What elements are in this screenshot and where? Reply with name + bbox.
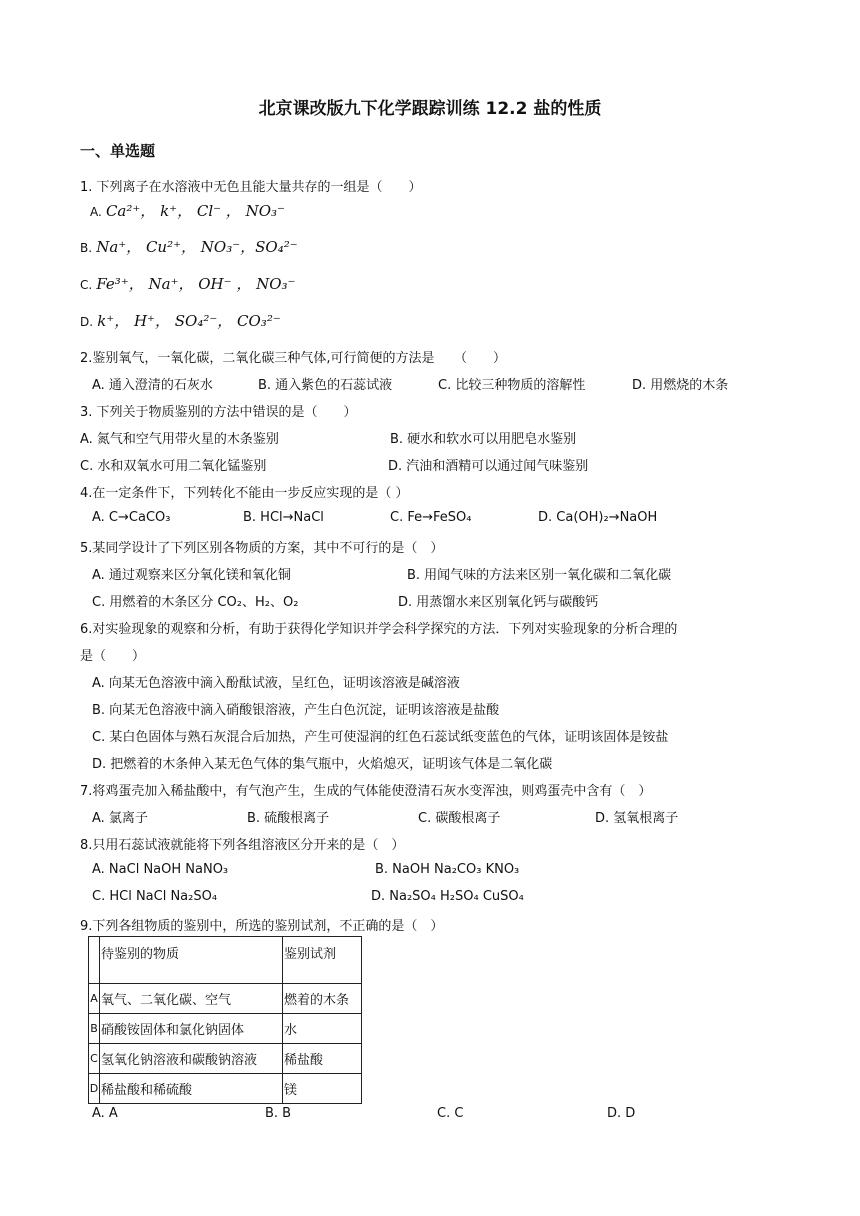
q1-option-b-label: B. <box>80 241 93 255</box>
q4-option-b: B. HCl→NaCl <box>243 510 324 525</box>
document-title: 北京课改版九下化学跟踪训练 12.2 盐的性质 <box>258 99 602 119</box>
q2-option-d: D. 用燃烧的木条 <box>632 378 729 393</box>
q1-option-a-label: A. <box>90 205 102 219</box>
q9-stem: 9.下列各组物质的鉴别中，所选的鉴别试剂，不正确的是（ ） <box>80 919 444 934</box>
q8-stem: 8.只用石蕊试液就能将下列各组溶液区分开来的是（ ） <box>80 838 405 853</box>
table-row <box>89 984 362 1014</box>
q5-option-b: B. 用闻气味的方法来区别一氧化碳和二氧化碳 <box>407 568 672 583</box>
q6-option-b: B. 向某无色溶液中滴入硝酸银溶液，产生白色沉淀，证明该溶液是盐酸 <box>92 703 500 718</box>
section-heading: 一、单选题 <box>80 142 156 160</box>
q1-option-b <box>80 236 298 257</box>
q7-option-b: B. 硫酸根离子 <box>247 811 330 826</box>
q9-table <box>88 936 362 1104</box>
q3-stem: 3. 下列关于物质鉴别的方法中错误的是（ ） <box>80 405 357 420</box>
q6-stem-line1: 6.对实验现象的观察和分析，有助于获得化学知识并学会科学探究的方法．下列对实验现象的分析合理的 <box>80 622 678 637</box>
q8-option-c: C. HCl NaCl Na₂SO₄ <box>92 889 218 904</box>
q9-row-key: C <box>89 1044 100 1074</box>
q7-stem: 7.将鸡蛋壳加入稀盐酸中，有气泡产生，生成的气体能使澄清石灰水变浑浊，则鸡蛋壳中含有（ ） <box>80 784 652 799</box>
q8-option-a: A. NaCl NaOH NaNO₃ <box>92 862 229 877</box>
q3-option-d: D. 汽油和酒精可以通过闻气味鉴别 <box>388 459 589 474</box>
q1-option-c-ions: Fe³⁺， Na⁺， OH⁻ ， NO₃⁻ <box>96 275 296 293</box>
q8-option-d: D. Na₂SO₄ H₂SO₄ CuSO₄ <box>371 889 524 904</box>
q9-row-substance: 稀盐酸和稀硫酸 <box>100 1074 283 1104</box>
q6-option-d: D. 把燃着的木条伸入某无色气体的集气瓶中，火焰熄灭，证明该气体是二氧化碳 <box>92 757 553 772</box>
table-row <box>89 1014 362 1044</box>
q5-stem: 5.某同学设计了下列区别各物质的方案，其中不可行的是（ ） <box>80 541 444 556</box>
q9-table-header-substance: 待鉴别的物质 <box>100 937 283 984</box>
q1-option-d-ions: k⁺， H⁺， SO₄²⁻， CO₃²⁻ <box>97 312 281 330</box>
q9-row-reagent: 水 <box>283 1014 362 1044</box>
q9-option-d: D. D <box>607 1106 636 1121</box>
q5-option-c: C. 用燃着的木条区分 CO₂、H₂、O₂ <box>92 595 299 610</box>
q4-option-d: D. Ca(OH)₂→NaOH <box>538 510 658 525</box>
q9-row-substance: 氢氧化钠溶液和碳酸钠溶液 <box>100 1044 283 1074</box>
q7-option-c: C. 碳酸根离子 <box>418 811 501 826</box>
table-row <box>89 1044 362 1074</box>
q6-option-c: C. 某白色固体与熟石灰混合后加热，产生可使湿润的红色石蕊试纸变蓝色的气体，证明该固体是铵盐 <box>92 730 669 745</box>
q1-option-a-ions: Ca²⁺， k⁺， Cl⁻ ， NO₃⁻ <box>105 202 285 220</box>
q4-option-c: C. Fe→FeSO₄ <box>390 510 472 525</box>
q1-option-c <box>80 273 295 294</box>
q9-row-key: B <box>89 1014 100 1044</box>
q1-option-d-label: D. <box>80 315 94 329</box>
q8-option-b: B. NaOH Na₂CO₃ KNO₃ <box>375 862 520 877</box>
q5-option-a: A. 通过观察来区分氧化镁和氧化铜 <box>92 568 291 583</box>
q2-stem: 2.鉴别氧气，一氧化碳，二氧化碳三种气体,可行简便的方法是 （ ） <box>80 351 507 366</box>
q2-option-a: A. 通入澄清的石灰水 <box>92 378 213 393</box>
q1-option-b-ions: Na⁺， Cu²⁺， NO₃⁻，SO₄²⁻ <box>96 238 298 256</box>
q9-option-c: C. C <box>437 1106 464 1121</box>
q5-option-d: D. 用蒸馏水来区别氧化钙与碳酸钙 <box>398 595 599 610</box>
table-row <box>89 1074 362 1104</box>
q9-row-key: D <box>89 1074 100 1104</box>
q9-table-header-row <box>89 937 362 984</box>
q3-option-b: B. 硬水和软水可以用肥皂水鉴别 <box>390 432 577 447</box>
q1-stem: 1. 下列离子在水溶液中无色且能大量共存的一组是（ ） <box>80 180 422 195</box>
q3-option-a: A. 氮气和空气用带火星的木条鉴别 <box>80 432 279 447</box>
q9-row-substance: 硝酸铵固体和氯化钠固体 <box>100 1014 283 1044</box>
q9-row-key: A <box>89 984 100 1014</box>
q9-option-b: B. B <box>265 1106 292 1121</box>
q9-row-reagent: 燃着的木条 <box>283 984 362 1014</box>
q9-row-reagent: 稀盐酸 <box>283 1044 362 1074</box>
q4-stem: 4.在一定条件下，下列转化不能由一步反应实现的是（ ） <box>80 486 409 501</box>
q9-row-substance: 氧气、二氧化碳、空气 <box>100 984 283 1014</box>
q2-option-c: C. 比较三种物质的溶解性 <box>438 378 586 393</box>
q9-table-header-reagent: 鉴别试剂 <box>283 937 362 984</box>
q9-row-reagent: 镁 <box>283 1074 362 1104</box>
q6-stem-line2: 是（ ） <box>80 649 146 664</box>
q7-option-d: D. 氢氧根离子 <box>595 811 679 826</box>
q3-option-c: C. 水和双氧水可用二氧化锰鉴别 <box>80 459 267 474</box>
q2-option-b: B. 通入紫色的石蕊试液 <box>258 378 393 393</box>
q4-option-a: A. C→CaCO₃ <box>92 510 171 525</box>
q9-table-header-key <box>89 937 100 984</box>
q1-option-d <box>80 310 281 331</box>
q9-option-a: A. A <box>92 1106 118 1121</box>
q1-option-a <box>90 200 285 221</box>
q6-option-a: A. 向某无色溶液中滴入酚酞试液，呈红色，证明该溶液是碱溶液 <box>92 676 460 691</box>
q1-option-c-label: C. <box>80 278 93 292</box>
q7-option-a: A. 氯离子 <box>92 811 148 826</box>
